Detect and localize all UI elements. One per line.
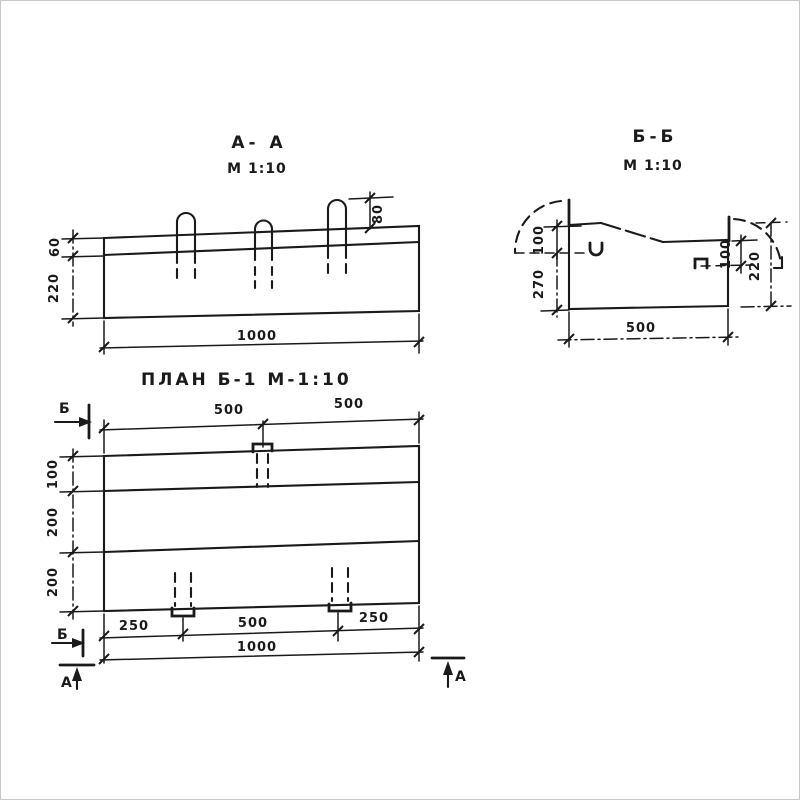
svg-text:100: 100 [46, 458, 61, 490]
rebar-loop-1 [177, 213, 195, 278]
svg-text:Б: Б [59, 401, 70, 417]
rebar-loop-2 [255, 221, 272, 289]
svg-text:200: 200 [46, 566, 61, 598]
svg-text:100: 100 [719, 238, 734, 270]
slab-outline [104, 446, 419, 611]
svg-text:1000: 1000 [236, 640, 278, 655]
svg-text:500: 500 [625, 321, 657, 336]
dim-length-aa [99, 314, 424, 354]
svg-text:А: А [455, 669, 466, 685]
section-bb-scale: М 1:10 [623, 158, 683, 174]
beam-outline [104, 226, 419, 318]
technical-drawing [1, 1, 799, 799]
svg-text:Б: Б [57, 627, 68, 643]
svg-text:220: 220 [748, 250, 763, 282]
section-aa [47, 133, 424, 354]
section-bb-title: Б-Б [632, 127, 678, 147]
svg-text:1000: 1000 [236, 329, 278, 344]
rebar-loop-3 [328, 200, 346, 273]
svg-text:250: 250 [358, 611, 390, 626]
svg-text:А: А [61, 675, 72, 691]
svg-text:270: 270 [532, 268, 547, 300]
svg-text:500: 500 [237, 616, 269, 631]
section-aa-scale: М 1:10 [227, 161, 287, 177]
dim-plan-left [46, 449, 104, 619]
svg-text:80: 80 [371, 203, 386, 225]
svg-text:60: 60 [48, 236, 63, 258]
plan-view [46, 370, 466, 691]
svg-text:220: 220 [47, 272, 62, 304]
section-marker-b-bottom [52, 627, 85, 656]
plan-title: ПЛАН Б-1 М-1:10 [141, 370, 352, 390]
section-bb [515, 127, 791, 347]
dim-bb-left-height [532, 253, 569, 317]
svg-text:500: 500 [213, 403, 245, 418]
svg-text:250: 250 [118, 619, 150, 634]
svg-text:100: 100 [532, 224, 547, 256]
svg-text:200: 200 [46, 506, 61, 538]
section-marker-a-right [432, 658, 466, 687]
dim-bb-right-height [741, 218, 791, 311]
dim-bb-width [558, 309, 739, 347]
svg-text:500: 500 [333, 397, 365, 412]
section-marker-a-left [60, 665, 94, 691]
dim-plan-bottom [99, 606, 424, 664]
beam-layer-line [104, 242, 419, 255]
rebar-hook-left [590, 243, 602, 255]
dim-left-aa [47, 230, 104, 326]
section-aa-title: А- А [231, 133, 287, 153]
section-marker-b-top [55, 401, 92, 438]
